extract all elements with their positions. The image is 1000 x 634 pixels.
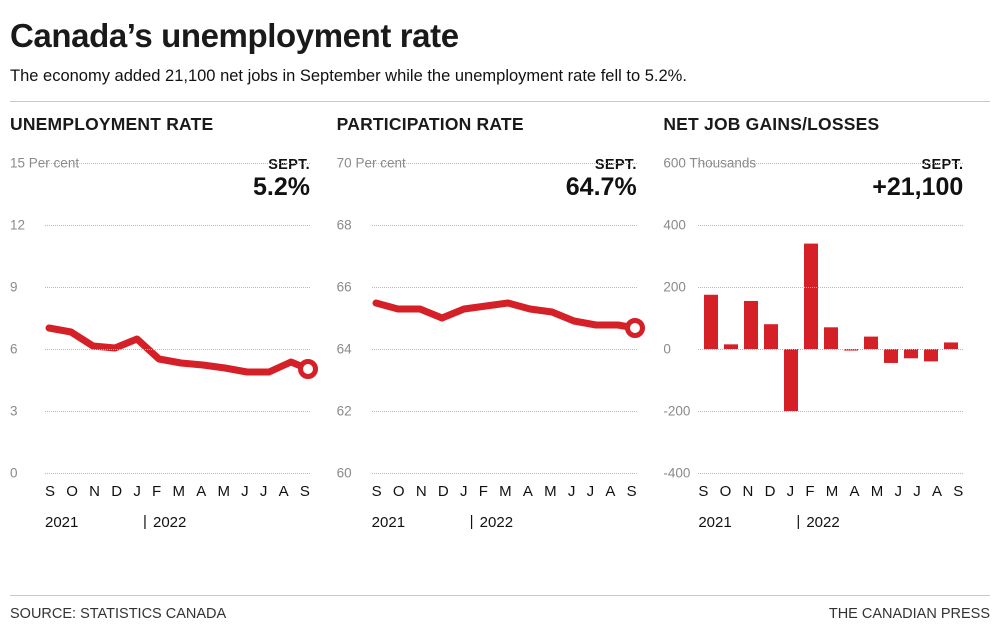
x-tick: A [931, 482, 942, 500]
x-tick: M [870, 482, 884, 500]
x-tick: N [89, 482, 100, 500]
y-tick-4: -200 [663, 403, 691, 419]
callout-value: 5.2% [253, 172, 310, 201]
x-axis-years [45, 514, 310, 534]
gridline-62 [372, 411, 637, 412]
y-tick-1: 400 [663, 217, 686, 233]
y-axis-unit: Per cent [28, 155, 80, 171]
x-tick: J [913, 482, 921, 500]
gridline-12 [45, 225, 310, 226]
x-tick: S [371, 482, 382, 500]
x-tick: J [567, 482, 576, 500]
y-tick-5: -400 [663, 465, 691, 481]
charts-container [10, 113, 990, 531]
x-tick: J [786, 482, 795, 500]
chart-unemployment-rate [10, 145, 320, 531]
panel-title: UNEMPLOYMENT RATE [10, 113, 214, 134]
callout-label: SEPT. [921, 156, 964, 173]
x-tick: M [825, 482, 839, 500]
x-axis-years [698, 514, 963, 534]
x-tick: S [698, 482, 709, 500]
x-tick: S [45, 482, 56, 500]
bar [764, 324, 778, 349]
bar [884, 349, 898, 363]
footer [10, 606, 990, 622]
gridline-70 [372, 163, 637, 164]
x-tick: S [299, 482, 310, 500]
gridline-15 [45, 163, 310, 164]
x-tick: O [392, 482, 405, 500]
y-tick-3: 64 [336, 341, 352, 357]
y-tick-5: 0 [10, 465, 18, 481]
publisher-credit: THE CANADIAN PRESS [828, 606, 990, 622]
panel-unemployment-rate [10, 113, 337, 531]
x-tick-labels [45, 483, 310, 500]
x-tick: D [437, 482, 449, 500]
gridline-60 [372, 473, 637, 474]
panel-title: PARTICIPATION RATE [336, 113, 524, 134]
year-separator: | [143, 512, 147, 530]
x-tick: A [522, 482, 533, 500]
line-series-unemployment [45, 163, 310, 473]
x-tick: J [259, 482, 268, 500]
y-tick-5: 60 [336, 465, 352, 481]
bar-series-net-jobs [698, 163, 963, 473]
x-tick: F [152, 482, 162, 500]
gridline-minus-200 [698, 411, 963, 412]
x-tick: D [764, 482, 776, 500]
y-axis-unit: Thousands [689, 155, 757, 171]
y-tick-4: 62 [336, 403, 352, 419]
y-tick-0: 70 Per cent [336, 155, 406, 171]
y-tick-0: 600 Thousands [663, 155, 757, 171]
bar [744, 301, 758, 349]
source-credit: SOURCE: STATISTICS CANADA [10, 606, 227, 622]
x-tick: A [605, 482, 616, 500]
x-tick-labels [372, 483, 637, 500]
y-tick-3: 6 [10, 341, 18, 357]
x-tick: M [217, 482, 230, 500]
year-left: 2021 [45, 513, 79, 531]
gridline-66 [372, 287, 637, 288]
gridline-64 [372, 349, 637, 350]
endpoint-marker [627, 320, 642, 335]
year-right: 2022 [479, 513, 514, 531]
gridline-200 [698, 287, 963, 288]
page-title: Canada’s unemployment rate [10, 17, 459, 54]
y-tick-3: 0 [663, 341, 671, 357]
page-subtitle: The economy added 21,100 net jobs in September while the unemployment rate fell to 5.2%. [10, 67, 687, 86]
bar [804, 244, 818, 349]
x-tick: M [499, 482, 512, 500]
gridline-400 [698, 225, 963, 226]
x-tick: S [953, 482, 964, 500]
x-tick: J [586, 482, 595, 500]
plot-area [698, 163, 963, 473]
year-left: 2021 [698, 513, 732, 531]
x-tick: J [241, 482, 249, 500]
panel-title: NET JOB GAINS/LOSSES [663, 113, 880, 134]
y-tick-2: 66 [336, 279, 352, 295]
y-tick-4: 3 [10, 403, 18, 419]
header-divider [10, 101, 990, 102]
endpoint-marker [301, 361, 316, 376]
y-tick-1: 68 [336, 217, 352, 233]
x-axis [698, 483, 963, 534]
x-tick: M [172, 482, 185, 500]
y-axis-unit: Per cent [355, 155, 406, 171]
x-tick: M [544, 482, 557, 500]
panel-participation-rate [336, 113, 664, 531]
y-tick-2: 200 [663, 279, 686, 295]
line-series-participation [372, 163, 637, 473]
x-tick: O [66, 482, 78, 500]
bar [864, 337, 878, 349]
gridline-minus-400 [698, 473, 963, 474]
year-separator: | [469, 512, 474, 530]
x-tick: J [894, 482, 903, 500]
x-tick: J [133, 482, 141, 500]
x-axis [45, 483, 310, 534]
footer-divider [10, 595, 990, 596]
gridline-9 [45, 287, 310, 288]
gridline-6 [45, 349, 310, 350]
year-right: 2022 [153, 513, 187, 531]
year-separator: | [796, 512, 801, 530]
x-tick: A [849, 482, 860, 500]
bar [824, 327, 838, 349]
panel-net-job-gains-losses [663, 113, 990, 531]
x-tick: O [719, 482, 732, 500]
callout-value: +21,100 [872, 172, 964, 201]
infographic-page [0, 18, 1000, 634]
chart-participation-rate [336, 145, 647, 531]
gridline-3 [45, 411, 310, 412]
gridline-0 [698, 349, 963, 350]
x-tick: F [805, 482, 815, 500]
year-right: 2022 [806, 513, 840, 531]
bar [904, 349, 918, 358]
x-tick: D [111, 482, 123, 500]
y-tick-1: 12 [10, 217, 26, 233]
y-tick-2: 9 [10, 279, 18, 295]
x-tick: F [478, 482, 488, 500]
x-tick: A [196, 482, 207, 500]
plot-area [45, 163, 310, 473]
gridline-68 [372, 225, 637, 226]
bar [924, 349, 938, 361]
x-tick: N [742, 482, 754, 500]
callout-value: 64.7% [565, 172, 637, 201]
gridline-0 [45, 473, 310, 474]
x-tick-labels [698, 483, 963, 500]
plot-area [372, 163, 637, 473]
x-tick: S [626, 482, 637, 500]
x-tick: J [459, 482, 468, 500]
bar [784, 349, 798, 411]
y-tick-0: 15 Per cent [10, 155, 80, 171]
bar [704, 295, 718, 349]
year-left: 2021 [371, 513, 406, 531]
x-axis-years [372, 514, 637, 534]
chart-net-job-gains-losses [663, 145, 973, 531]
x-tick: N [415, 482, 427, 500]
x-axis [372, 483, 637, 534]
x-tick: A [278, 482, 289, 500]
callout-label: SEPT. [268, 156, 310, 173]
callout-label: SEPT. [594, 156, 637, 173]
